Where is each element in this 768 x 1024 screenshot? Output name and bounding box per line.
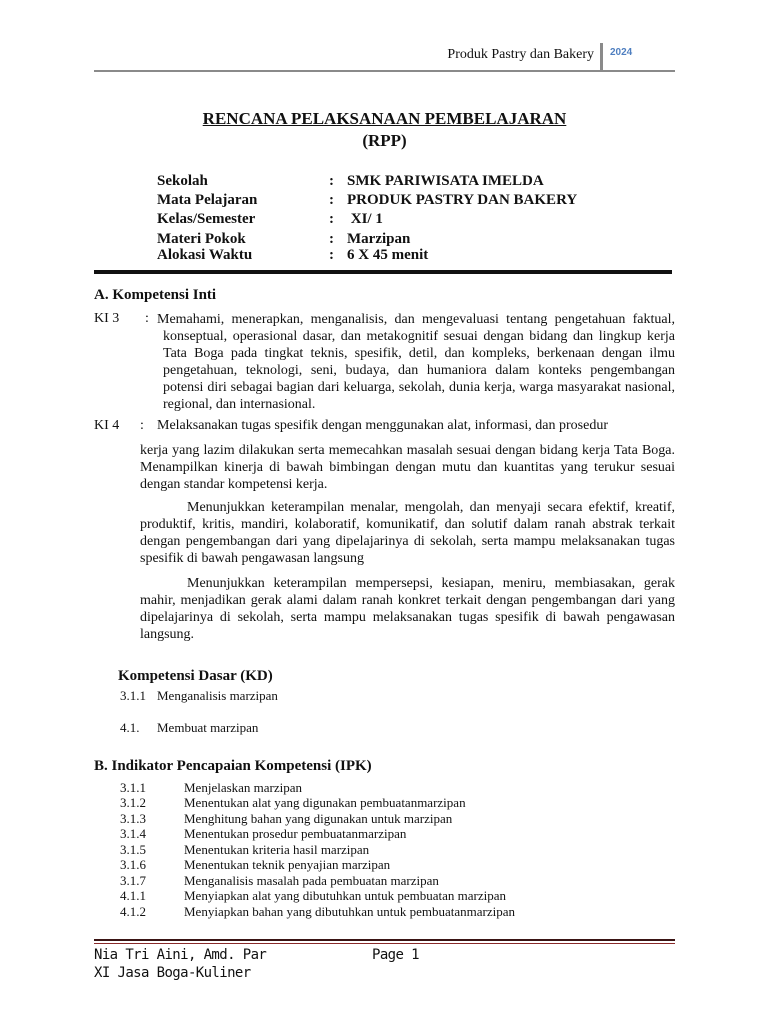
info-colon: :	[329, 211, 334, 227]
info-colon: :	[329, 192, 334, 208]
ipk-code: 3.1.1	[120, 780, 146, 795]
info-value: XI/ 1	[347, 211, 383, 227]
ki4-first-line: Melaksanakan tugas spesifik dengan menggunakan alat, informasi, dan prosedur	[157, 418, 608, 433]
header-divider	[600, 43, 603, 70]
info-label: Mata Pelajaran	[157, 192, 258, 208]
footer-rule	[94, 939, 675, 941]
ipk-text: Menyiapkan alat yang dibutuhkan untuk pembuatan marzipan	[184, 888, 507, 903]
ipk-text: Menentukan teknik penyajian marzipan	[184, 857, 391, 872]
section-a-heading: A. Kompetensi Inti	[94, 287, 217, 303]
footer-class: XI Jasa Boga-Kuliner	[94, 965, 251, 981]
info-value: 6 X 45 menit	[347, 247, 429, 263]
ipk-text: Menjelaskan marzipan	[184, 780, 303, 795]
ipk-code: 3.1.4	[120, 826, 146, 841]
info-colon: :	[329, 231, 334, 247]
info-label: Sekolah	[157, 173, 208, 189]
document-title: RENCANA PELAKSANAAN PEMBELAJARAN	[202, 109, 567, 128]
ki3-text: Memahami, menerapkan, menganalisis, dan mengevaluasi tentang pengetahuan faktual, konseptual, operasional dasar, dan metakognitif sesuai dengan bidang dan lingkup kerja Tata Boga pada tingkat teknis, spesifik, detil, dan kompleks, berkenaan dengan ilmu pengetahuan, teknologi, seni, budaya, dan humaniora dalam konteks pengembangan potensi diri sebagai bagian dari keluarga, sekolah, dunia kerja, warga masyarakat nasional, regional, dan internasional.	[157, 312, 675, 412]
ki4-label: KI 4	[94, 418, 120, 433]
header-title: Produk Pastry dan Bakery	[447, 47, 594, 62]
ipk-code: 3.1.2	[120, 795, 146, 810]
ki3-colon: :	[145, 311, 149, 326]
info-value: SMK PARIWISATA IMELDA	[347, 173, 544, 189]
info-label: Materi Pokok	[157, 231, 246, 247]
footer-rule-thin	[94, 943, 675, 944]
ipk-text: Menentukan kriteria hasil marzipan	[184, 842, 370, 857]
kd-code: 4.1.	[120, 720, 140, 735]
ipk-text: Menghitung bahan yang digunakan untuk marzipan	[184, 811, 453, 826]
ki4-colon: :	[140, 418, 144, 433]
ipk-text: Menentukan prosedur pembuatanmarzipan	[184, 826, 407, 841]
kd-code: 3.1.1	[120, 688, 146, 703]
title-separator	[94, 270, 672, 274]
document-subtitle: (RPP)	[362, 131, 407, 150]
ipk-text: Menentukan alat yang digunakan pembuatanmarzipan	[184, 795, 466, 810]
ipk-code: 4.1.1	[120, 888, 146, 903]
info-label: Alokasi Waktu	[157, 247, 253, 263]
ipk-code: 3.1.6	[120, 857, 146, 872]
footer-page-number: Page 1	[372, 947, 419, 963]
info-label: Kelas/Semester	[157, 211, 256, 227]
kd-heading: Kompetensi Dasar (KD)	[118, 668, 273, 684]
header-rule	[94, 70, 675, 72]
header-year: 2024	[610, 47, 633, 58]
kd-text: Membuat marzipan	[157, 720, 259, 735]
info-colon: :	[329, 173, 334, 189]
ipk-text: Menyiapkan bahan yang dibutuhkan untuk pembuatanmarzipan	[184, 904, 516, 919]
info-value: PRODUK PASTRY DAN BAKERY	[347, 192, 578, 208]
info-colon: :	[329, 247, 334, 263]
footer-author: Nia Tri Aini, Amd. Par	[94, 947, 267, 963]
kd-text: Menganalisis marzipan	[157, 688, 278, 703]
ipk-code: 4.1.2	[120, 904, 146, 919]
ipk-code: 3.1.7	[120, 873, 146, 888]
ki4-paragraph-2: Menunjukkan keterampilan menalar, mengolah, dan menyaji secara efektif, kreatif, produktif, kritis, mandiri, kolaboratif, komunikatif, dan solutif dalam ranah abstrak terkait dengan pengembangan dari yang dipelajarinya di sekolah, serta mampu melaksanakan tugas spesifik di bawah pengawasan langsung	[140, 500, 675, 566]
ki4-paragraph-1: kerja yang lazim dilakukan serta memecahkan masalah sesuai dengan bidang kerja Tata Boga. Menampilkan kinerja di bawah bimbingan dengan mutu dan kuantitas yang terukur sesuai dengan standar kompetensi kerja.	[140, 443, 675, 492]
ipk-code: 3.1.5	[120, 842, 146, 857]
section-b-heading: B. Indikator Pencapaian Kompetensi (IPK)	[94, 758, 372, 774]
ki3-label: KI 3	[94, 311, 120, 326]
info-value: Marzipan	[347, 231, 411, 247]
ki4-paragraph-3: Menunjukkan keterampilan mempersepsi, kesiapan, meniru, membiasakan, gerak mahir, menjadikan gerak alami dalam ranah konkret terkait dengan pengembangan dari yang dipelajarinya di sekolah, serta mampu melaksanakan tugas spesifik di bawah pengawasan langsung.	[140, 576, 675, 642]
ipk-text: Menganalisis masalah pada pembuatan marzipan	[184, 873, 439, 888]
ipk-code: 3.1.3	[120, 811, 146, 826]
